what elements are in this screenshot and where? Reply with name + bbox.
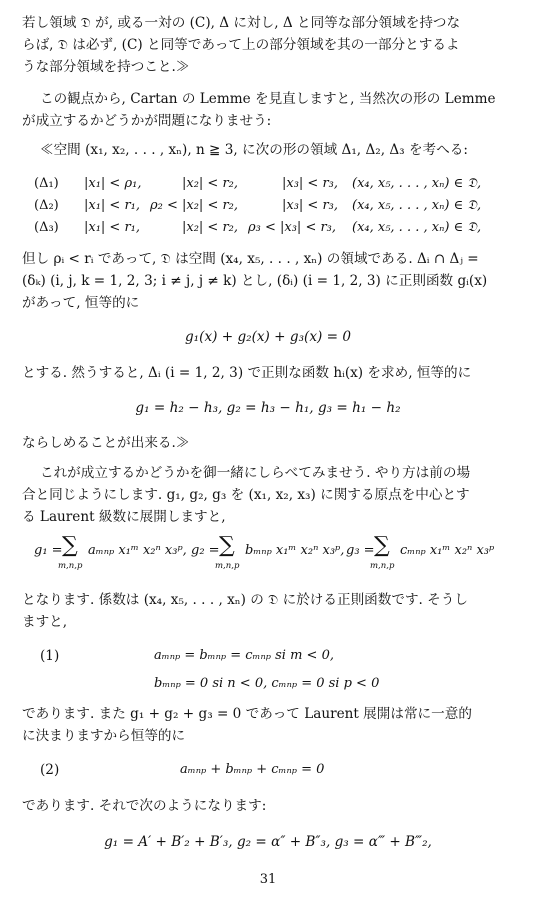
domain-cell: |x₁| < r₁, xyxy=(84,220,141,235)
text-line: る Laurent 級数に展開しますと, xyxy=(22,509,226,525)
text-line: が成立するかどうかが問題になりませう: xyxy=(22,113,272,129)
domain-cell: (x₄, x₅, . . . , xₙ) ∈ 𝔇, xyxy=(352,220,482,235)
g2-term: bₘₙₚ x₁ᵐ x₂ⁿ x₃ᵖ, xyxy=(245,543,345,558)
equation-1-line-1: aₘₙₚ = bₘₙₚ = cₘₙₚ si m < 0, xyxy=(154,648,334,663)
g3-term: cₘₙₚ x₁ᵐ x₂ⁿ x₃ᵖ xyxy=(400,543,495,558)
text-line: これが成立するかどうかを御一緒にしらべてみませう. やり方は前の場 xyxy=(40,465,471,481)
domain-label: (Δ₃) xyxy=(34,220,59,235)
sum-symbol: ∑ xyxy=(374,533,390,558)
domain-cell: |x₁| < r₁, xyxy=(84,198,141,213)
equation-1-line-2: bₘₙₚ = 0 si n < 0, cₘₙₚ = 0 si p < 0 xyxy=(154,676,380,691)
text-line: この観点から, Cartan の Lemme を見直しますと, 当然次の形の Lemme xyxy=(40,91,496,107)
domain-label: (Δ₂) xyxy=(34,198,59,213)
domain-cell: |x₃| < r₃, xyxy=(282,198,339,213)
text-line: であります. それで次のようになります: xyxy=(22,798,267,814)
domain-cell: ρ₃ < |x₃| < r₃, xyxy=(248,220,337,235)
domain-cell: |x₁| < ρ₁, xyxy=(84,176,142,191)
equation-2: aₘₙₚ + bₘₙₚ + cₘₙₚ = 0 xyxy=(180,762,325,777)
sum-symbol: ∑ xyxy=(219,533,235,558)
domain-cell: ρ₂ < |x₂| < r₂, xyxy=(150,198,239,213)
text-line: となります. 係数は (x₄, x₅, . . . , xₙ) の 𝔇 に於ける正則函数です. そうし xyxy=(22,592,468,608)
text-line: らば, 𝔇 は必ず, (C) と同等であって上の部分領域を其の一部分とするよ xyxy=(22,37,460,53)
equation-number: (1) xyxy=(40,648,60,664)
page-number: 31 xyxy=(259,872,277,887)
equation-number: (2) xyxy=(40,762,60,778)
equation-h: g₁ = h₂ − h₃, g₂ = h₃ − h₁, g₃ = h₁ − h₂ xyxy=(135,400,401,416)
domain-cell: |x₂| < r₂, xyxy=(182,220,239,235)
text-line: 合と同じようにします. g₁, g₂, g₃ を (x₁, x₂, x₃) に関する原点を中心とす xyxy=(22,487,470,503)
text-line: ますと, xyxy=(22,614,68,630)
domain-label: (Δ₁) xyxy=(34,176,59,191)
domain-cell: |x₂| < r₂, xyxy=(182,176,239,191)
sum-symbol: ∑ xyxy=(62,533,78,558)
text-line: に決まりますから恒等的に xyxy=(22,728,186,744)
domain-cell: |x₃| < r₃, xyxy=(282,176,339,191)
text-line: 若し領域 𝔇 が, 或る一対の (C), Δ に対し, Δ と同等な部分領域を持つな xyxy=(22,15,461,31)
domain-cell: (x₄, x₅, . . . , xₙ) ∈ 𝔇, xyxy=(352,198,482,213)
sum-index: m,n,p xyxy=(370,561,395,571)
text-line: であります. また g₁ + g₂ + g₃ = 0 であって Laurent 展開は常に一意的 xyxy=(22,706,472,722)
text-line: うな部分領域を持つこと.≫ xyxy=(22,59,190,75)
text-line: とする. 然うすると, Δᵢ (i = 1, 2, 3) で正則な函数 hᵢ(x) を求め, 恒等的に xyxy=(22,365,472,381)
g2-lhs: g₂ = xyxy=(191,543,220,558)
text-line: (δₖ) (i, j, k = 1, 2, 3; i ≠ j, j ≠ k) とし, (δᵢ) (i = 1, 2, 3) に正則函数 gᵢ(x) xyxy=(22,273,488,289)
sum-index: m,n,p xyxy=(215,561,240,571)
g3-lhs: g₃ = xyxy=(346,543,375,558)
equation-sum: g₁(x) + g₂(x) + g₃(x) = 0 xyxy=(184,329,352,345)
g1-term: aₘₙₚ x₁ᵐ x₂ⁿ x₃ᵖ, xyxy=(88,543,187,558)
text-line: 但し ρᵢ < rᵢ であって, 𝔇 は空間 (x₄, x₅, . . . , xₙ) の領域である. Δᵢ ∩ Δⱼ = xyxy=(22,251,479,267)
statement-intro: ≪空間 (x₁, x₂, . . . , xₙ), n ≧ 3, に次の形の領域 Δ₁, Δ₂, Δ₃ を考へる: xyxy=(40,142,468,158)
text-line: があって, 恒等的に xyxy=(22,295,140,311)
domain-cell: (x₄, x₅, . . . , xₙ) ∈ 𝔇, xyxy=(352,176,482,191)
equation-final: g₁ = A′ + B′₂ + B′₃, g₂ = α″ + B″₃, g₃ = α‴ + B‴₂, xyxy=(104,834,432,850)
text-line: ならしめることが出来る.≫ xyxy=(22,435,190,451)
sum-index: m,n,p xyxy=(58,561,83,571)
g1-lhs: g₁ = xyxy=(34,543,63,558)
